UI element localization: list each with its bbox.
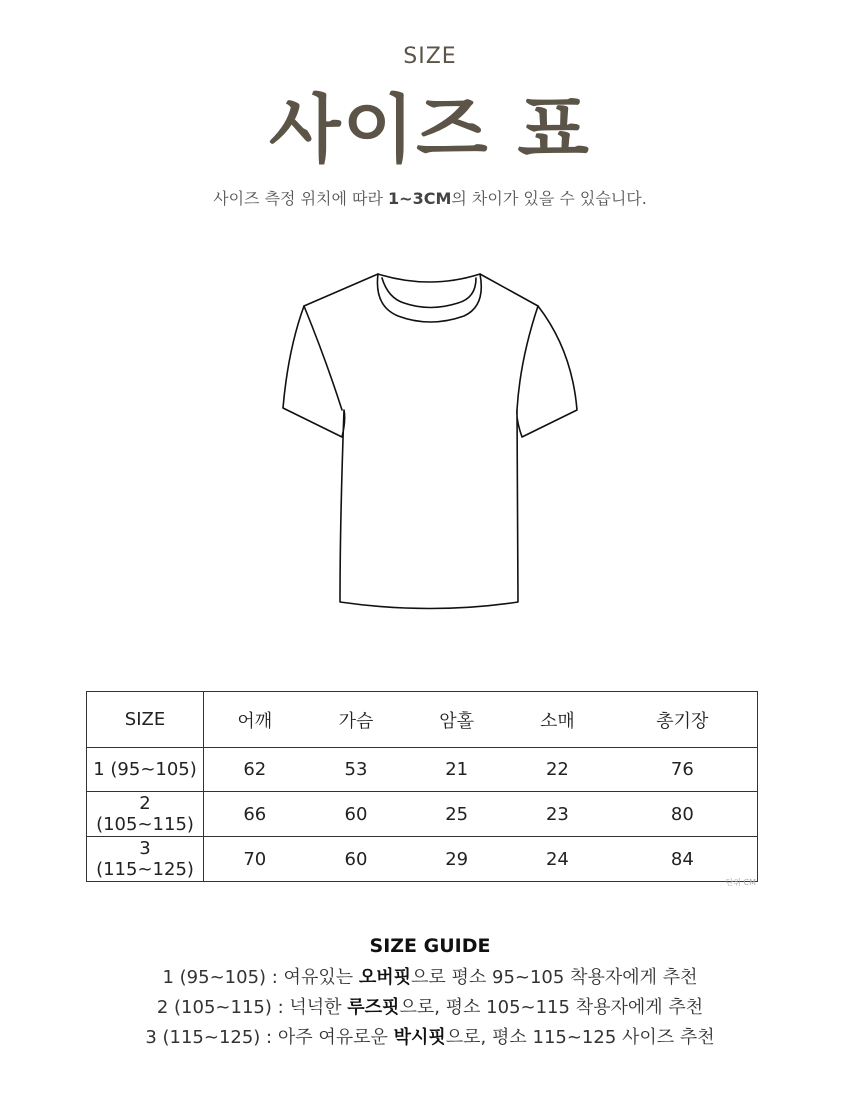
notice-tolerance: 1~3CM bbox=[388, 189, 452, 208]
header-shoulder: 어깨 bbox=[204, 692, 306, 748]
cell-armhole: 21 bbox=[406, 748, 507, 792]
header-size: SIZE bbox=[87, 692, 204, 748]
guide-line-text: 으로, 평소 105~115 착용자에게 추천 bbox=[399, 997, 704, 1018]
cell-sleeve: 23 bbox=[507, 792, 608, 837]
header-length: 총기장 bbox=[608, 692, 758, 748]
cell-sleeve: 24 bbox=[507, 837, 608, 882]
cell-length: 84 bbox=[608, 837, 758, 882]
cell-chest: 60 bbox=[306, 837, 407, 882]
notice-text-end: 의 차이가 있을 수 있습니다. bbox=[451, 189, 647, 208]
size-guide-title: SIZE GUIDE bbox=[369, 935, 491, 957]
guide-line-text: 으로, 평소 115~125 사이즈 추천 bbox=[445, 1027, 715, 1048]
guide-line-1 bbox=[0, 963, 860, 989]
cell-shoulder: 70 bbox=[204, 837, 306, 882]
table-row bbox=[87, 792, 758, 837]
guide-line-text: 3 (115~125) : 아주 여유로운 bbox=[145, 1027, 394, 1048]
size-eyebrow: SIZE bbox=[403, 44, 457, 69]
header-sleeve: 소매 bbox=[507, 692, 608, 748]
row-size-label: 2 (105~115) bbox=[87, 792, 204, 837]
size-table bbox=[86, 691, 758, 882]
table-row bbox=[87, 837, 758, 882]
cell-armhole: 25 bbox=[406, 792, 507, 837]
guide-fit-name: 박시핏 bbox=[393, 1027, 446, 1048]
notice-text-start: 사이즈 측정 위치에 따라 bbox=[213, 189, 389, 208]
cell-sleeve: 22 bbox=[507, 748, 608, 792]
table-row bbox=[87, 748, 758, 792]
cell-armhole: 29 bbox=[406, 837, 507, 882]
header-armhole: 암홀 bbox=[406, 692, 507, 748]
tshirt-illustration bbox=[280, 270, 580, 615]
table-header-row bbox=[87, 692, 758, 748]
cell-chest: 53 bbox=[306, 748, 407, 792]
guide-line-text: 2 (105~115) : 넉넉한 bbox=[156, 997, 348, 1018]
cell-length: 80 bbox=[608, 792, 758, 837]
guide-fit-name: 오버핏 bbox=[358, 967, 411, 988]
guide-line-2 bbox=[0, 993, 860, 1019]
guide-line-text: 1 (95~105) : 여유있는 bbox=[162, 967, 359, 988]
cell-chest: 60 bbox=[306, 792, 407, 837]
measurement-notice bbox=[0, 186, 860, 209]
page-title: 사이즈 표 bbox=[269, 87, 591, 173]
guide-line-3 bbox=[0, 1023, 860, 1049]
row-size-label: 3 (115~125) bbox=[87, 837, 204, 882]
cell-shoulder: 62 bbox=[204, 748, 306, 792]
guide-fit-name: 루즈핏 bbox=[347, 997, 400, 1018]
row-size-label: 1 (95~105) bbox=[87, 748, 204, 792]
cell-shoulder: 66 bbox=[204, 792, 306, 837]
guide-line-text: 으로 평소 95~105 착용자에게 추천 bbox=[411, 967, 698, 988]
unit-note: 단위 CM bbox=[725, 878, 756, 887]
header-chest: 가슴 bbox=[306, 692, 407, 748]
cell-length: 76 bbox=[608, 748, 758, 792]
